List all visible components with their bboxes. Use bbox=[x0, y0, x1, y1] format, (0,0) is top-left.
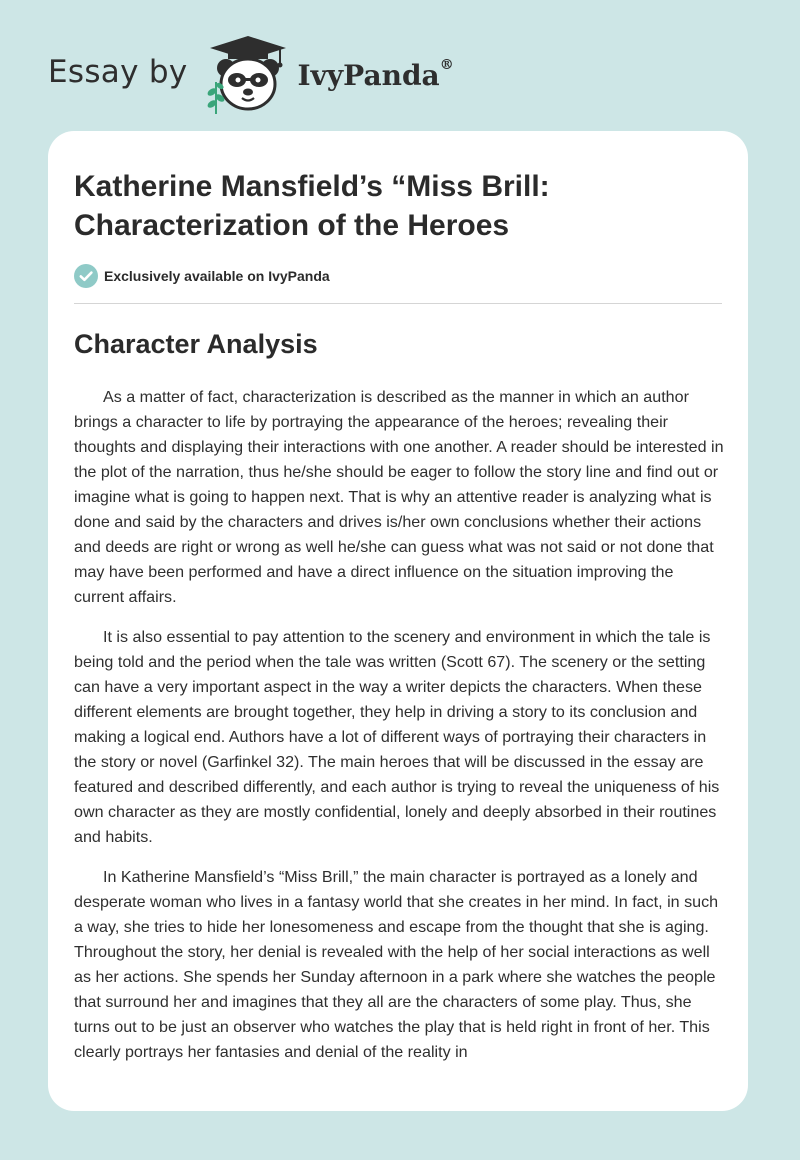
brand-name bbox=[297, 56, 454, 92]
essay-card bbox=[48, 131, 748, 1111]
brand-prefix: Essay by bbox=[48, 54, 188, 90]
section-heading: Character Analysis bbox=[74, 329, 318, 359]
essay-body bbox=[74, 385, 726, 1080]
panda-graduate-icon bbox=[202, 34, 294, 114]
paragraph: In Katherine Mansfield’s “Miss Brill,” the main character is portrayed as a lonely and desperate woman who lives in a fantasy world that she creates in her mind. In fact, in such a way, she tries to hide her lonesomeness and escape from the thought that she is aging. Throughout the story, her denial is revealed with the help of her social interactions as well as her actions. She spends her Sunday afternoon in a park where she watches the people that surround her and imagines that they all are the characters of some play. Thus, she turns out to be just an observer who watches the play that is held right in front of her. This clearly portrays her fantasies and denial of the reality in bbox=[74, 868, 719, 1061]
divider bbox=[74, 303, 722, 304]
paragraph: As a matter of fact, characterization is described as the manner in which an author brings a character to life by portraying the appearance of the heroes; revealing their thoughts and displaying their interactions with one another. A reader should be interested in the plot of the narration, thus he/she should be eager to follow the story line and find out or imagine what is going to happen next. That is why an attentive reader is analyzing what is done and said by the characters and drives is/her own conclusions whether their actions and deeds are right or wrong as well he/she can guess what was not said or not done that may have been performed and have a direct influence on the situation improving the current affairs. bbox=[74, 388, 724, 606]
check-circle-icon bbox=[74, 264, 98, 288]
brand-logo[interactable] bbox=[48, 34, 454, 114]
brand-name-text: IvyPanda bbox=[297, 58, 440, 92]
essay-title: Katherine Mansfield’s “Miss Brill: Characterization of the Heroes bbox=[74, 170, 550, 242]
exclusive-badge bbox=[74, 264, 330, 288]
registered-mark: ® bbox=[439, 56, 454, 73]
paragraph: It is also essential to pay attention to the scenery and environment in which the tale is being told and the period when the tale was written (Scott 67). The scenery or the setting can have a very important aspect in the way a writer depicts the characters. When these different elements are brought together, they help in driving a story to its conclusion and making a logical end. Authors have a lot of different ways of portraying their characters in the story or novel (Garfinkel 32). The main heroes that will be discussed in the essay are featured and described differently, and each author is trying to reveal the uniqueness of his own character as they are mostly confidential, lonely and deeply absorbed in their routines and habits. bbox=[74, 628, 720, 846]
badge-text: Exclusively available on IvyPanda bbox=[104, 268, 330, 284]
